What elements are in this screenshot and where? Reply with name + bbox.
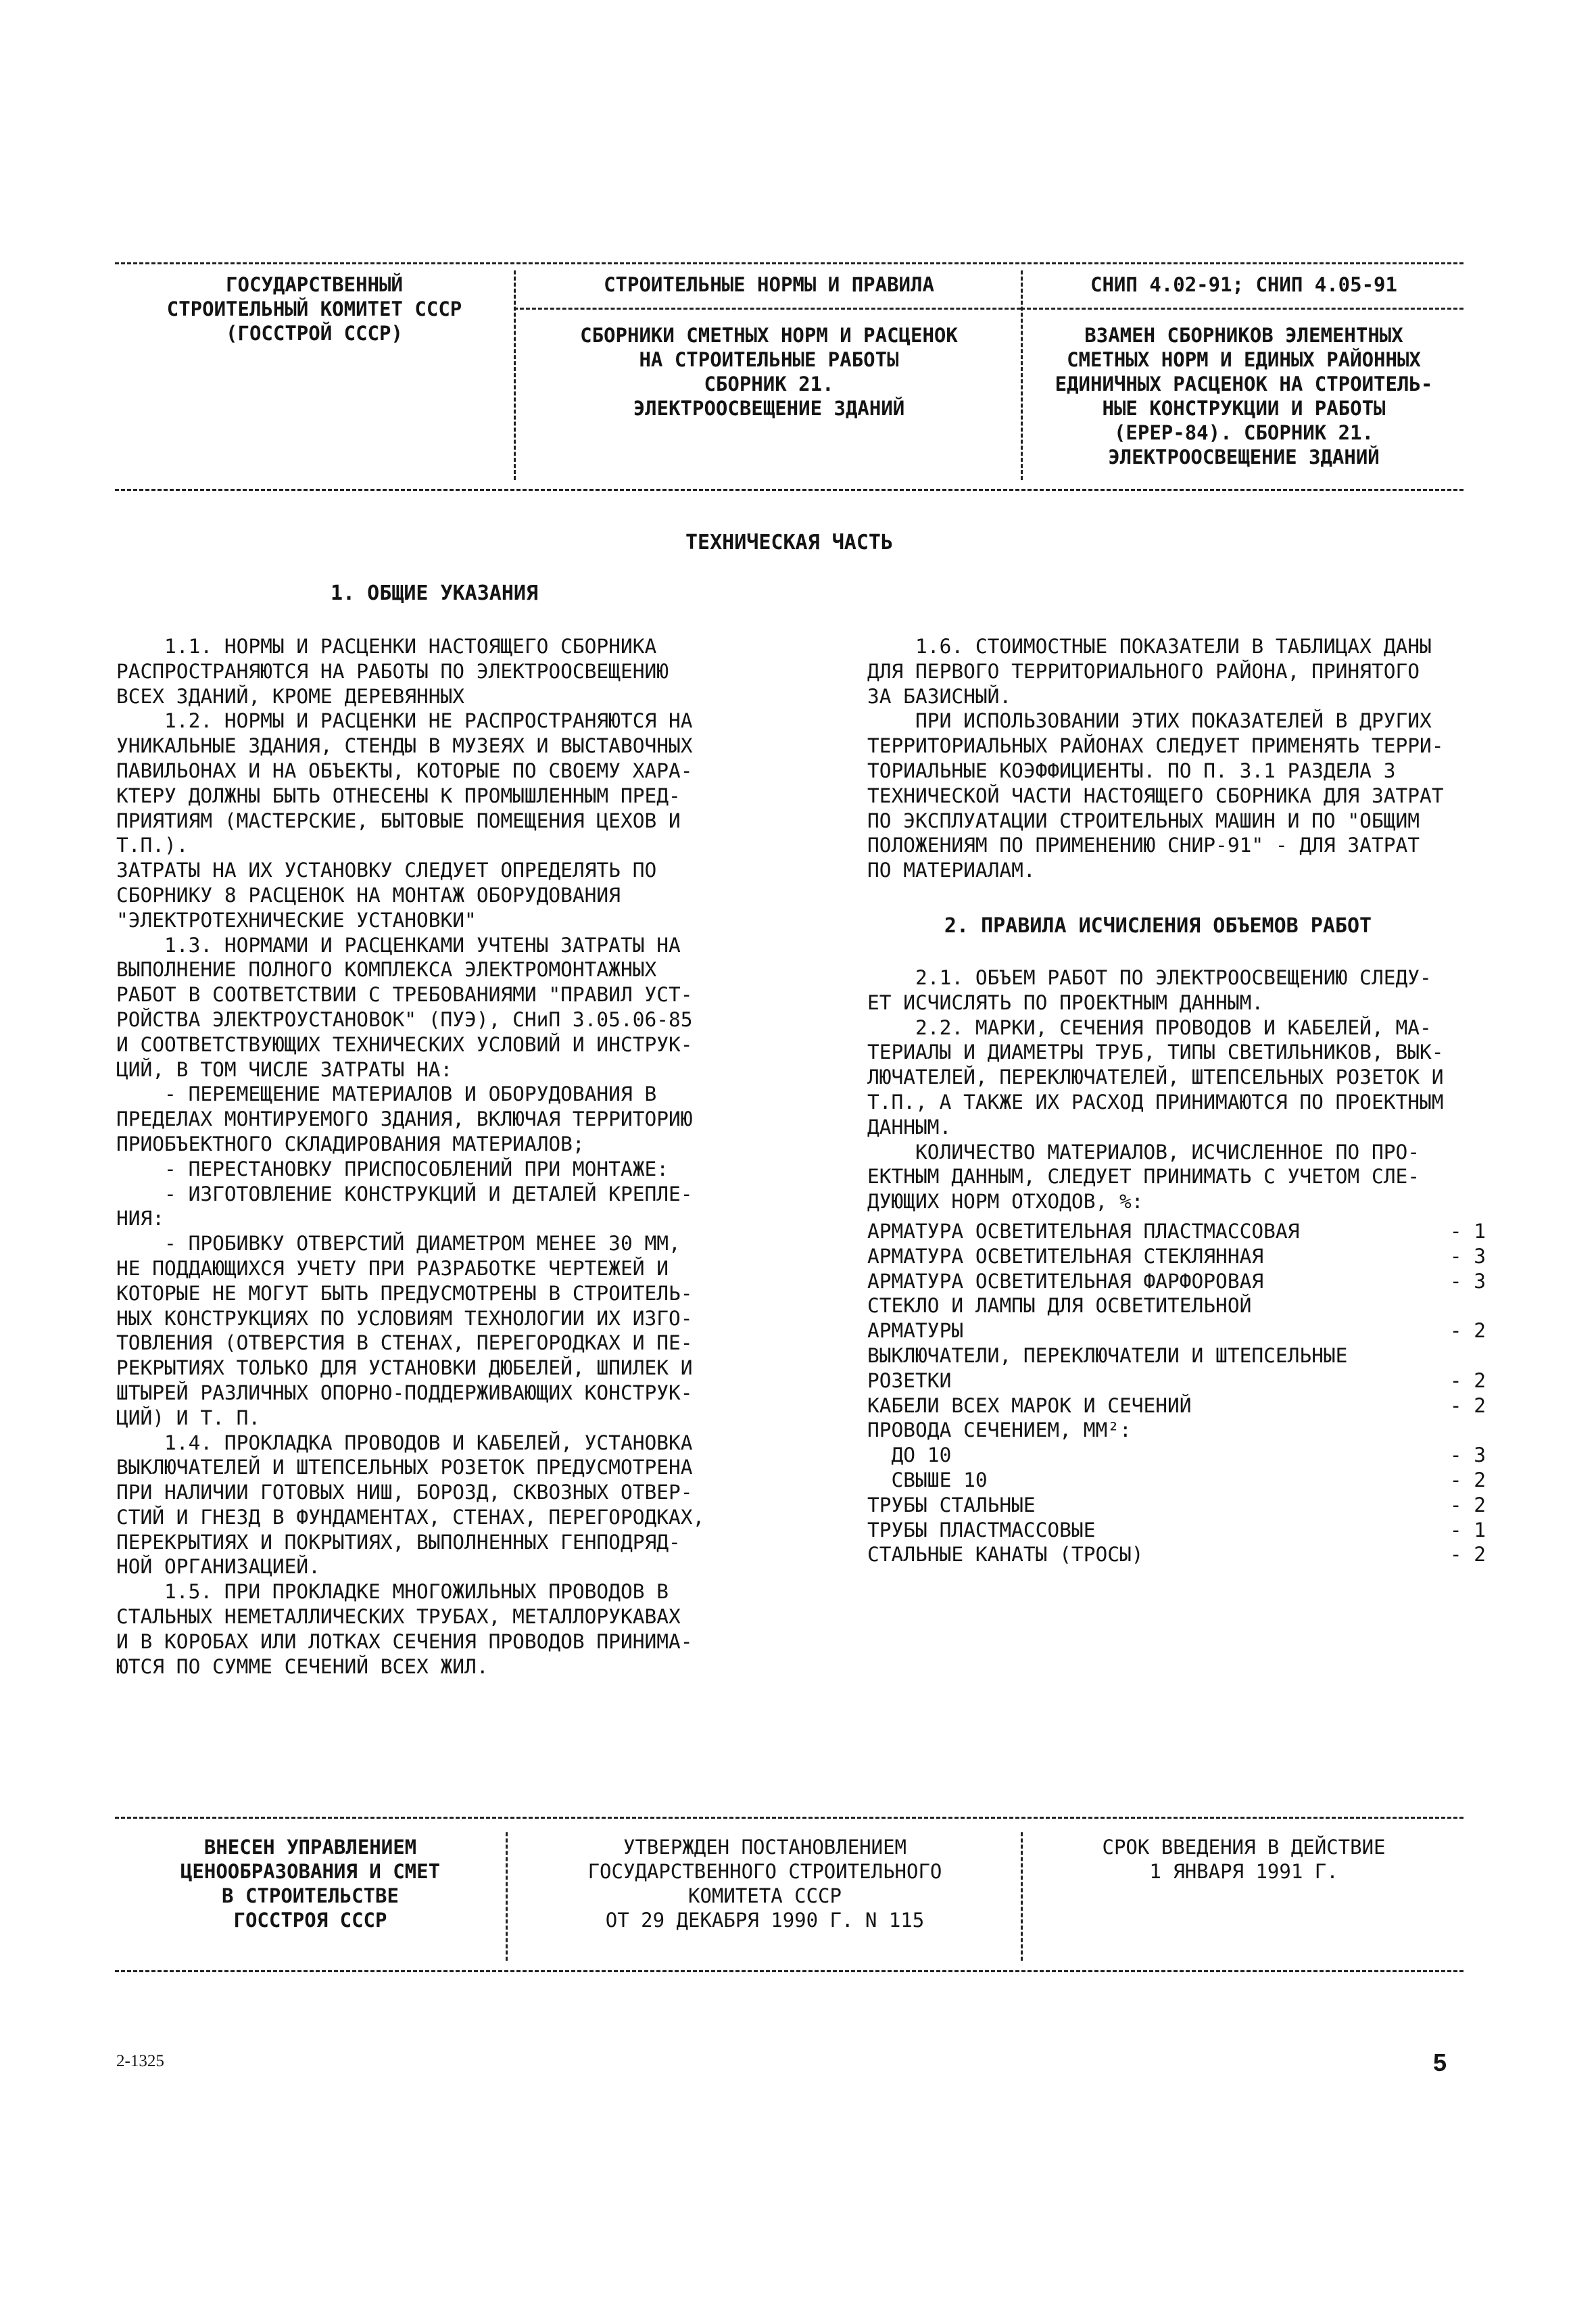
waste-row — [867, 1219, 1486, 1244]
waste-value: - 2 — [1449, 1468, 1486, 1491]
text-line: ДУЮЩИХ НОРМ ОТХОДОВ, %: — [867, 1190, 1144, 1214]
text-line: ЕТ ИСЧИСЛЯТЬ ПО ПРОЕКТНЫМ ДАННЫМ. — [867, 991, 1264, 1014]
text-line: ВЫПОЛНЕНИЕ ПОЛНОГО КОМПЛЕКСА ЭЛЕКТРОМОНТАЖНЫХ — [116, 958, 657, 982]
text-line: ЦИЙ, В ТОМ ЧИСЛЕ ЗАТРАТЫ НА: — [116, 1057, 453, 1081]
waste-label: СВЫШЕ 10 — [867, 1468, 988, 1491]
waste-row — [867, 1418, 1486, 1443]
text-line: ТЕРРИТОРИАЛЬНЫХ РАЙОНАХ СЛЕДУЕТ ПРИМЕНЯТЬ ТЕРРИ- — [867, 734, 1444, 758]
waste-label: АРМАТУРА ОСВЕТИТЕЛЬНАЯ ПЛАСТМАССОВАЯ — [867, 1220, 1300, 1243]
waste-row — [867, 1244, 1486, 1269]
header-replaces-line: СМЕТНЫХ НОРМ И ЕДИНЫХ РАЙОННЫХ — [1067, 348, 1421, 371]
text-line: "ЭЛЕКТРОТЕХНИЧЕСКИЕ УСТАНОВКИ" — [116, 908, 477, 932]
waste-label: АРМАТУРА ОСВЕТИТЕЛЬНАЯ СТЕКЛЯННАЯ — [867, 1244, 1264, 1268]
text-line: ЦИЙ) И Т. П. — [116, 1406, 261, 1429]
waste-value: - 3 — [1449, 1269, 1486, 1293]
header-issuer-line: СТРОИТЕЛЬНЫЙ КОМИТЕТ СССР — [166, 297, 462, 320]
footer-divider-2 — [1021, 1832, 1023, 1961]
footer-line: В СТРОИТЕЛЬСТВЕ — [222, 1884, 399, 1907]
footer-line: ОТ 29 ДЕКАБРЯ 1990 Г. N 115 — [605, 1909, 925, 1932]
waste-row — [867, 1393, 1486, 1418]
text-line: ШТЫРЕЙ РАЗЛИЧНЫХ ОПОРНО-ПОДДЕРЖИВАЮЩИХ КОНСТРУК- — [116, 1381, 693, 1404]
text-line: КОТОРЫЕ НЕ МОГУТ БЫТЬ ПРЕДУСМОТРЕНЫ В СТРОИТЕЛЬ- — [116, 1281, 693, 1305]
waste-row — [867, 1493, 1486, 1518]
page-number: 5 — [1433, 2049, 1447, 2076]
text-line: 1.1. НОРМЫ И РАСЦЕНКИ НАСТОЯЩЕГО СБОРНИКА — [116, 635, 657, 658]
waste-value: - 2 — [1449, 1368, 1486, 1392]
footer-line: УТВЕРЖДЕН ПОСТАНОВЛЕНИЕМ — [623, 1836, 907, 1859]
waste-row — [867, 1518, 1486, 1543]
text-line: РАБОТ В СООТВЕТСТВИИ С ТРЕБОВАНИЯМИ "ПРАВИЛ УСТ- — [116, 983, 693, 1007]
text-line: ТОВЛЕНИЯ (ОТВЕРСТИЯ В СТЕНАХ, ПЕРЕГОРОДКАХ И ПЕ- — [116, 1331, 693, 1355]
sec2-title: 2. ПРАВИЛА ИСЧИСЛЕНИЯ ОБЪЕМОВ РАБОТ — [944, 914, 1372, 938]
doc-code: 2-1325 — [116, 2052, 164, 2070]
header-divider-2 — [1021, 270, 1023, 480]
text-line: 1.2. НОРМЫ И РАСЦЕНКИ НЕ РАСПРОСТРАНЯЮТСЯ НА — [116, 709, 693, 733]
text-line: ЗАТРАТЫ НА ИХ УСТАНОВКУ СЛЕДУЕТ ОПРЕДЕЛЯТЬ ПО — [116, 859, 657, 882]
footer-line: ГОССТРОЯ СССР — [233, 1909, 387, 1932]
text-line: ТЕРИАЛЫ И ДИАМЕТРЫ ТРУБ, ТИПЫ СВЕТИЛЬНИКОВ, ВЫК- — [867, 1041, 1444, 1064]
header-replaces-line: (ЕРЕР-84). СБОРНИК 21. — [1113, 421, 1374, 444]
text-line: ТЕХНИЧЕСКОЙ ЧАСТИ НАСТОЯЩЕГО СБОРНИКА ДЛЯ ЗАТРАТ — [867, 784, 1444, 807]
waste-label: ТРУБЫ СТАЛЬНЫЕ — [867, 1493, 1036, 1517]
waste-label: РОЗЕТКИ — [867, 1368, 952, 1392]
text-line: ПЕРЕКРЫТИЯХ И ПОКРЫТИЯХ, ВЫПОЛНЕННЫХ ГЕНПОДРЯД- — [116, 1530, 681, 1554]
text-line: ДАННЫМ. — [867, 1115, 952, 1139]
text-line: ЛЮЧАТЕЛЕЙ, ПЕРЕКЛЮЧАТЕЛЕЙ, ШТЕПСЕЛЬНЫХ РОЗЕТОК И — [867, 1066, 1444, 1089]
text-line: НЫХ КОНСТРУКЦИЯХ ПО УСЛОВИЯМ ТЕХНОЛОГИИ ИХ ИЗГО- — [116, 1306, 693, 1330]
right-column-top — [867, 634, 1496, 883]
text-line: ПРИ ИСПОЛЬЗОВАНИИ ЭТИХ ПОКАЗАТЕЛЕЙ В ДРУГИХ — [867, 709, 1432, 733]
text-line: ПО ЭКСПЛУАТАЦИИ СТРОИТЕЛЬНЫХ МАШИН И ПО "ОБЩИМ — [867, 809, 1420, 832]
waste-row — [867, 1443, 1486, 1468]
text-line: 2.2. МАРКИ, СЕЧЕНИЯ ПРОВОДОВ И КАБЕЛЕЙ, МА- — [867, 1016, 1432, 1039]
waste-value: - 3 — [1449, 1443, 1486, 1467]
waste-label: ТРУБЫ ПЛАСТМАССОВЫЕ — [867, 1518, 1096, 1542]
footer-bottom-rule — [115, 1970, 1464, 1972]
header-issuer-line: (ГОССТРОЙ СССР) — [226, 322, 403, 345]
footer-top-rule — [115, 1817, 1464, 1819]
text-line: И СООТВЕТСТВУЮЩИХ ТЕХНИЧЕСКИХ УСЛОВИЙ И ИНСТРУК- — [116, 1032, 693, 1056]
text-line: СБОРНИКУ 8 РАСЦЕНОК НА МОНТАЖ ОБОРУДОВАНИЯ — [116, 883, 621, 907]
header-replaces-line: ВЗАМЕН СБОРНИКОВ ЭЛЕМЕНТНЫХ — [1084, 324, 1403, 347]
waste-row — [867, 1269, 1486, 1294]
text-line: ПРИОБЪЕКТНОГО СКЛАДИРОВАНИЯ МАТЕРИАЛОВ; — [116, 1132, 585, 1155]
text-line: КОЛИЧЕСТВО МАТЕРИАЛОВ, ИСЧИСЛЕННОЕ ПО ПРО- — [867, 1140, 1420, 1164]
waste-value: - 1 — [1449, 1220, 1486, 1243]
header-snip-code: СНИП 4.02-91; СНИП 4.05-91 — [1090, 273, 1397, 296]
waste-label: СТАЛЬНЫЕ КАНАТЫ (ТРОСЫ) — [867, 1543, 1144, 1567]
footer-effective-date — [1024, 1835, 1464, 1884]
text-line: УНИКАЛЬНЫЕ ЗДАНИЯ, СТЕНДЫ В МУЗЕЯХ И ВЫСТАВОЧНЫХ — [116, 734, 693, 758]
waste-label: АРМАТУРЫ — [867, 1319, 964, 1343]
footer-approved-by — [509, 1835, 1021, 1932]
waste-label: КАБЕЛИ ВСЕХ МАРОК И СЕЧЕНИЙ — [867, 1393, 1192, 1417]
text-line: ПАВИЛЬОНАХ И НА ОБЪЕКТЫ, КОТОРЫЕ ПО СВОЕМУ ХАРА- — [116, 759, 693, 782]
header-collection-line: СБОРНИК 21. — [704, 373, 834, 396]
waste-row — [867, 1468, 1486, 1493]
header-collection-line: СБОРНИКИ СМЕТНЫХ НОРМ И РАСЦЕНОК — [580, 324, 958, 347]
footer-line: КОМИТЕТА СССР — [688, 1884, 842, 1907]
text-line: РАСПРОСТРАНЯЮТСЯ НА РАБОТЫ ПО ЭЛЕКТРООСВЕЩЕНИЮ — [116, 659, 669, 683]
waste-label: АРМАТУРА ОСВЕТИТЕЛЬНАЯ ФАРФОРОВАЯ — [867, 1269, 1264, 1293]
text-line: ВЫКЛЮЧАТЕЛЕЙ И ШТЕПСЕЛЬНЫХ РОЗЕТОК ПРЕДУСМОТРЕНА — [116, 1456, 693, 1479]
waste-value: - 2 — [1449, 1319, 1486, 1343]
header-col3-rule — [1021, 308, 1464, 310]
text-line: 1.4. ПРОКЛАДКА ПРОВОДОВ И КАБЕЛЕЙ, УСТАНОВКА — [116, 1431, 693, 1454]
header-replaces-line: ЭЛЕКТРООСВЕЩЕНИЕ ЗДАНИЙ — [1108, 446, 1380, 469]
right-column-bottom — [867, 965, 1496, 1214]
header-doc-type: СТРОИТЕЛЬНЫЕ НОРМЫ И ПРАВИЛА — [604, 273, 934, 296]
waste-norms-list — [867, 1219, 1486, 1567]
text-line: РЕКРЫТИЯХ ТОЛЬКО ДЛЯ УСТАНОВКИ ДЮБЕЛЕЙ, ШПИЛЕК И — [116, 1356, 693, 1380]
text-line: РОЙСТВА ЭЛЕКТРОУСТАНОВОК" (ПУЭ), СНиП 3.05.06-85 — [116, 1007, 693, 1031]
text-line: Т.П., А ТАКЖЕ ИХ РАСХОД ПРИНИМАЮТСЯ ПО ПРОЕКТНЫМ — [867, 1090, 1444, 1114]
footer-line: ГОСУДАРСТВЕННОГО СТРОИТЕЛЬНОГО — [587, 1860, 942, 1883]
text-line: ДЛЯ ПЕРВОГО ТЕРРИТОРИАЛЬНОГО РАЙОНА, ПРИНЯТОГО — [867, 659, 1420, 683]
text-line: ЕКТНЫМ ДАННЫМ, СЛЕДУЕТ ПРИНИМАТЬ С УЧЕТОМ СЛЕ- — [867, 1165, 1420, 1189]
text-line: - ПРОБИВКУ ОТВЕРСТИЙ ДИАМЕТРОМ МЕНЕЕ 30 ММ, — [116, 1232, 681, 1256]
header-collection — [517, 323, 1021, 421]
header-replaces-line: НЫЕ КОНСТРУКЦИИ И РАБОТЫ — [1102, 397, 1386, 420]
header-bottom-rule — [115, 489, 1464, 491]
waste-label: ДО 10 — [867, 1443, 952, 1467]
header-issuer — [115, 272, 514, 345]
text-line: ПРИЯТИЯМ (МАСТЕРСКИЕ, БЫТОВЫЕ ПОМЕЩЕНИЯ ЦЕХОВ И — [116, 809, 681, 832]
waste-label: ПРОВОДА СЕЧЕНИЕМ, ММ²: — [867, 1418, 1132, 1442]
waste-row — [867, 1368, 1486, 1393]
text-line: ПОЛОЖЕНИЯМ ПО ПРИМЕНЕНИЮ СНИР-91" - ДЛЯ ЗАТРАТ — [867, 834, 1420, 857]
waste-row — [867, 1293, 1486, 1318]
text-line: СТИЙ И ГНЕЗД В ФУНДАМЕНТАХ, СТЕНАХ, ПЕРЕГОРОДКАХ, — [116, 1505, 705, 1529]
text-line: НИЯ: — [116, 1207, 165, 1231]
header-replaces — [1024, 323, 1464, 469]
waste-value: - 2 — [1449, 1393, 1486, 1417]
text-line: НОЙ ОРГАНИЗАЦИЕЙ. — [116, 1555, 320, 1579]
text-line: ТОРИАЛЬНЫЕ КОЭФФИЦИЕНТЫ. ПО П. 3.1 РАЗДЕЛА 3 — [867, 759, 1396, 782]
text-line: - ПЕРЕМЕЩЕНИЕ МАТЕРИАЛОВ И ОБОРУДОВАНИЯ В — [116, 1082, 657, 1106]
text-line: 1.6. СТОИМОСТНЫЕ ПОКАЗАТЕЛИ В ТАБЛИЦАХ ДАНЫ — [867, 635, 1432, 658]
text-line: ПРИ НАЛИЧИИ ГОТОВЫХ НИШ, БОРОЗД, СКВОЗНЫХ ОТВЕР- — [116, 1481, 693, 1504]
header-collection-line: НА СТРОИТЕЛЬНЫЕ РАБОТЫ — [639, 348, 899, 371]
waste-row — [867, 1318, 1486, 1343]
waste-label: СТЕКЛО И ЛАМПЫ ДЛЯ ОСВЕТИТЕЛЬНОЙ — [867, 1294, 1252, 1318]
footer-line: 1 ЯНВАРЯ 1991 Г. — [1149, 1860, 1338, 1883]
text-line: - ПЕРЕСТАНОВКУ ПРИСПОСОБЛЕНИЙ ПРИ МОНТАЖЕ: — [116, 1157, 669, 1180]
section-title: ТЕХНИЧЕСКАЯ ЧАСТЬ — [685, 531, 894, 554]
text-line: ПРЕДЕЛАХ МОНТИРУЕМОГО ЗДАНИЯ, ВКЛЮЧАЯ ТЕРРИТОРИЮ — [116, 1107, 693, 1131]
text-line: - ИЗГОТОВЛЕНИЕ КОНСТРУКЦИЙ И ДЕТАЛЕЙ КРЕПЛЕ- — [116, 1182, 693, 1206]
text-line: 1.3. НОРМАМИ И РАСЦЕНКАМИ УЧТЕНЫ ЗАТРАТЫ НА — [116, 933, 681, 957]
waste-value: - 2 — [1449, 1493, 1486, 1517]
footer-line: СРОК ВВЕДЕНИЯ В ДЕЙСТВИЕ — [1102, 1836, 1386, 1859]
text-line: Т.П.). — [116, 834, 189, 857]
text-line: 2.1. ОБЪЕМ РАБОТ ПО ЭЛЕКТРООСВЕЩЕНИЮ СЛЕДУ- — [867, 966, 1432, 989]
waste-value: - 1 — [1449, 1518, 1486, 1542]
text-line: ВСЕХ ЗДАНИЙ, КРОМЕ ДЕРЕВЯННЫХ — [116, 684, 465, 708]
text-line: ПО МАТЕРИАЛАМ. — [867, 859, 1036, 882]
waste-row — [867, 1343, 1486, 1368]
waste-value: - 2 — [1449, 1543, 1486, 1567]
waste-row — [867, 1542, 1486, 1567]
text-line: НЕ ПОДДАЮЩИХСЯ УЧЕТУ ПРИ РАЗРАБОТКЕ ЧЕРТЕЖЕЙ И — [116, 1256, 669, 1280]
text-line: СТАЛЬНЫХ НЕМЕТАЛЛИЧЕСКИХ ТРУБАХ, МЕТАЛЛОРУКАВАХ — [116, 1605, 681, 1629]
header-collection-line: ЭЛЕКТРООСВЕЩЕНИЕ ЗДАНИЙ — [633, 397, 905, 420]
footer-divider-1 — [506, 1832, 508, 1961]
header-top-rule — [115, 262, 1464, 264]
text-line: И В КОРОБАХ ИЛИ ЛОТКАХ СЕЧЕНИЯ ПРОВОДОВ ПРИНИМА- — [116, 1629, 693, 1653]
header-divider-1 — [514, 270, 516, 480]
footer-line: ЦЕНООБРАЗОВАНИЯ И СМЕТ — [180, 1860, 441, 1883]
text-line: ЮТСЯ ПО СУММЕ СЕЧЕНИЙ ВСЕХ ЖИЛ. — [116, 1654, 489, 1678]
header-col2-rule — [514, 308, 1021, 310]
text-line: ЗА БАЗИСНЫЙ. — [867, 684, 1012, 708]
left-column — [116, 634, 779, 1679]
footer-submitted-by — [115, 1835, 506, 1932]
header-issuer-line: ГОСУДАРСТВЕННЫЙ — [226, 273, 403, 296]
waste-value: - 3 — [1449, 1244, 1486, 1268]
sec1-title: 1. ОБЩИЕ УКАЗАНИЯ — [330, 581, 539, 605]
text-line: 1.5. ПРИ ПРОКЛАДКЕ МНОГОЖИЛЬНЫХ ПРОВОДОВ В — [116, 1580, 669, 1604]
waste-label: ВЫКЛЮЧАТЕЛИ, ПЕРЕКЛЮЧАТЕЛИ И ШТЕПСЕЛЬНЫЕ — [867, 1343, 1348, 1367]
footer-line: ВНЕСЕН УПРАВЛЕНИЕМ — [203, 1836, 417, 1859]
text-line: КТЕРУ ДОЛЖНЫ БЫТЬ ОТНЕСЕНЫ К ПРОМЫШЛЕННЫМ ПРЕД- — [116, 784, 681, 807]
header-replaces-line: ЕДИНИЧНЫХ РАСЦЕНОК НА СТРОИТЕЛЬ- — [1055, 373, 1433, 396]
